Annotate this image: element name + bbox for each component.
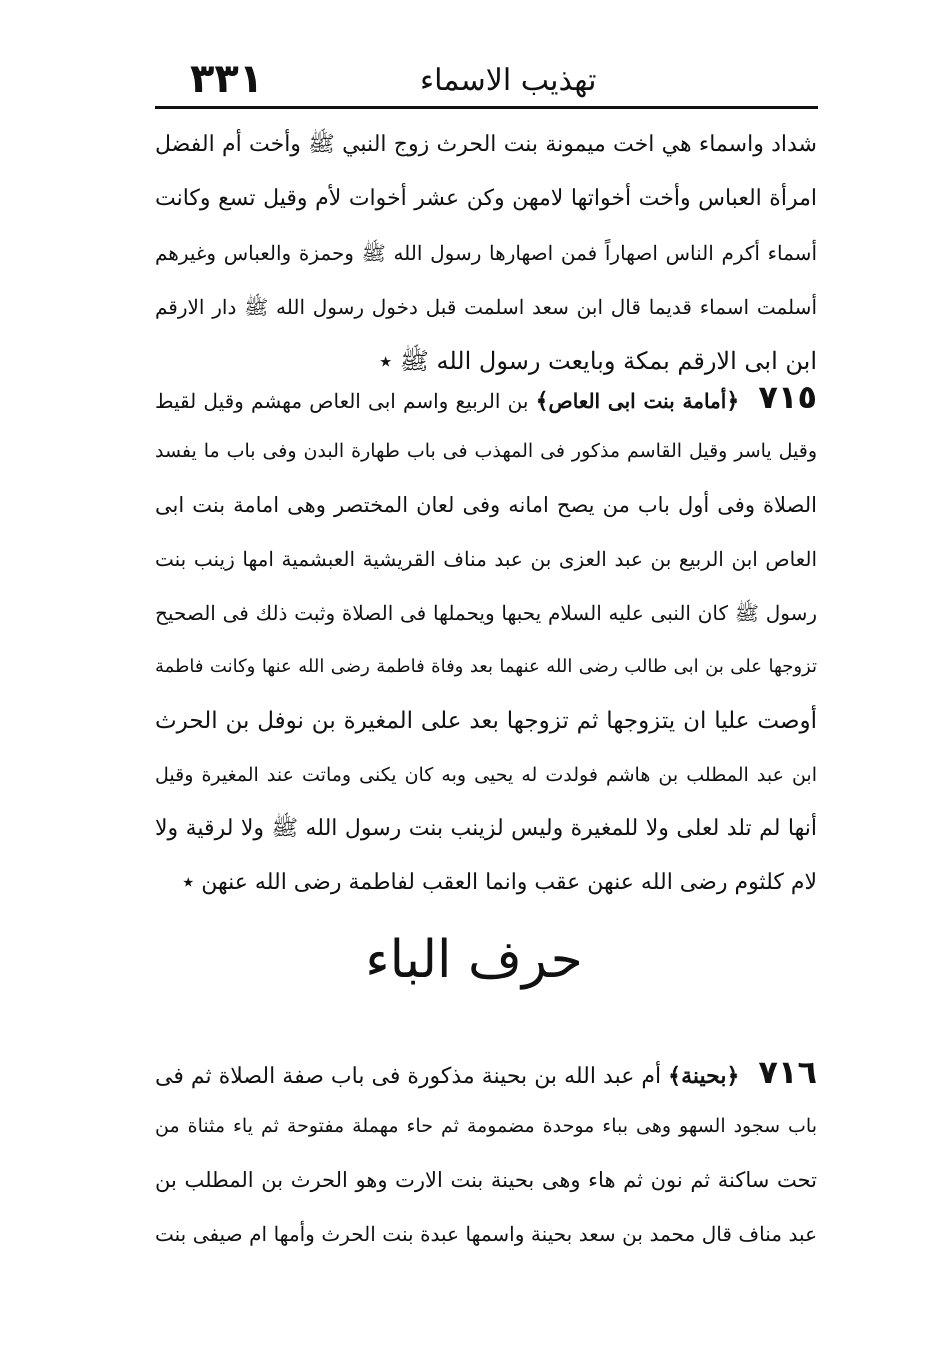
entry-name: أمامة بنت ابى العاص	[548, 389, 727, 413]
page-header	[150, 55, 830, 105]
entry-text: أم عبد الله بن بحينة مذكورة فى باب صفة الصلاة ثم فى	[155, 1064, 662, 1089]
text-line: الصلاة وفى أول باب من يصح امانه وفى لعان المختصر وهى امامة بنت ابى	[155, 493, 817, 517]
entry-name: بحينة	[681, 1063, 727, 1089]
entry-number: ٧١٦	[758, 1053, 817, 1091]
running-title: تهذيب الاسماء	[420, 63, 597, 98]
section-heading: حرف الباء	[365, 930, 583, 990]
text-line: العاص ابن الربيع بن عبد العزى بن عبد مناف القريشية العبشمية امها زينب بنت	[155, 547, 817, 571]
entry-716	[155, 1045, 817, 1261]
page-number: ٣٣١	[190, 56, 264, 102]
text-line: عبد مناف قال محمد بن سعد بحينة واسمها عبدة بنت الحرث وأمها ام صيفى بنت	[155, 1222, 817, 1246]
text-line: أسماء أكرم الناس اصهاراً فمن اصهارها رسول الله ﷺ وحمزة والعباس وغيرهم	[155, 241, 817, 265]
text-line: أسلمت اسماء قديما قال ابن سعد اسلمت قبل دخول رسول الله ﷺ دار الارقم	[155, 295, 817, 319]
text-line: ابن ابى الارقم بمكة وبايعت رسول الله ﷺ ٭	[379, 347, 817, 375]
text-line: لام كلثوم رضى الله عنهن عقب وانما العقب لفاطمة رضى الله عنهن ٭	[182, 870, 817, 895]
text-line: أنها لم تلد لعلى ولا للمغيرة وليس لزينب بنت رسول الله ﷺ ولا لرقية ولا	[155, 816, 817, 841]
text-line: وقيل ياسر وقيل القاسم مذكور فى المهذب فى باب طهارة البدن وفى باب ما يفسد	[155, 440, 817, 462]
entry-first-line	[155, 1045, 817, 1099]
close-bracket: ﴾	[535, 388, 549, 414]
text-line: شداد واسماء هي اخت ميمونة بنت الحرث زوج النبي ﷺ وأخت أم الفضل	[155, 132, 817, 157]
text-line: أوصت عليا ان يتزوجها ثم تزوجها بعد على المغيرة بن نوفل بن الحرث	[155, 708, 817, 734]
text-line: تزوجها على بن ابى طالب رضى الله عنهما بعد وفاة فاطمة رضى الله عنها وكانت فاطمة	[155, 656, 817, 677]
open-bracket: ﴿	[726, 388, 740, 414]
text-line: امرأة العباس وأخت أخواتها لامهن وكن عشر أخوات لأم وقيل تسع وكانت	[155, 186, 817, 211]
text-line: تحت ساكنة ثم نون ثم هاء وهى بحينة بنت الارت وهو الحرث بن المطلب بن	[155, 1168, 817, 1192]
entry-715	[155, 370, 817, 910]
text-line: رسول ﷺ كان النبى عليه السلام يحبها ويحملها فى الصلاة وثبت ذلك فى الصحيح	[155, 601, 817, 625]
entry-text: بن الربيع واسم ابى العاص مهشم وقيل لقيط	[155, 389, 529, 413]
close-bracket: ﴾	[668, 1063, 682, 1089]
continued-paragraph	[155, 118, 817, 388]
entry-number: ٧١٥	[758, 378, 817, 416]
header-rule	[155, 106, 818, 109]
text-line: ابن عبد المطلب بن هاشم فولدت له يحيى وبه كان يكنى وماتت عند المغيرة وقيل	[155, 764, 817, 786]
open-bracket: ﴿	[726, 1063, 740, 1089]
text-line: باب سجود السهو وهى بباء موحدة مضمومة ثم حاء مهملة مفتوحة ثم ياء مثناة من	[155, 1115, 817, 1137]
entry-first-line	[155, 370, 817, 424]
